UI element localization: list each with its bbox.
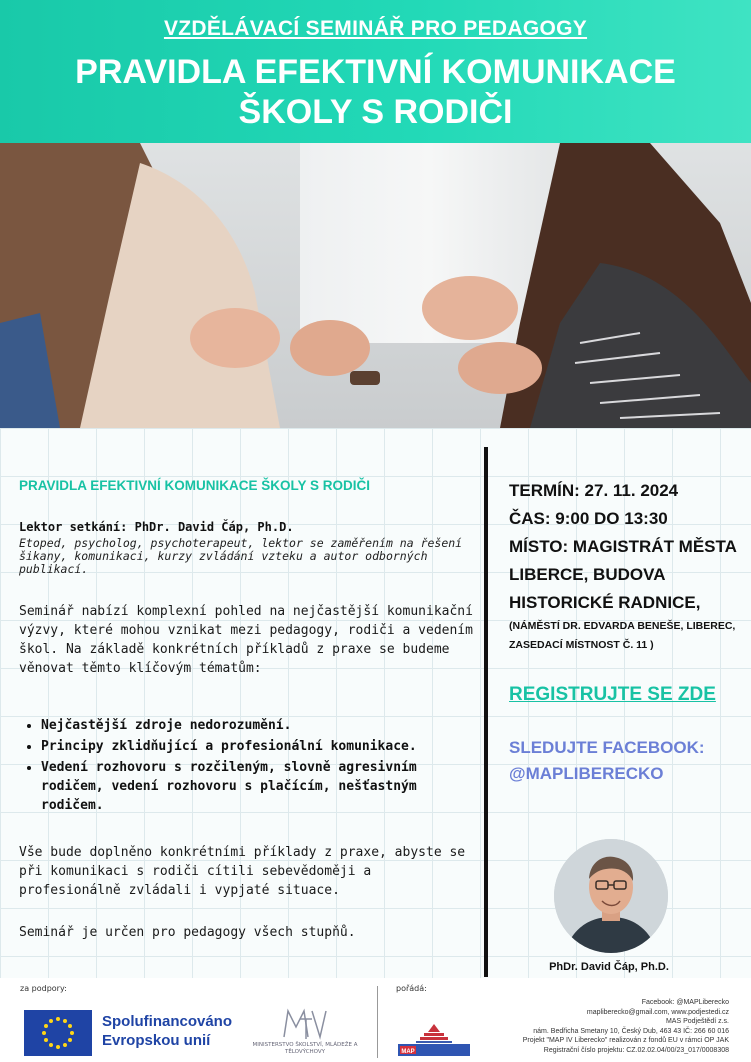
contact-line: nám. Bedřicha Smetany 10, Český Dub, 463 43 IČ: 266 60 016 bbox=[533, 1027, 729, 1035]
section-title: PRAVIDLA EFEKTIVNÍ KOMUNIKACE ŠKOLY S RODIČI bbox=[19, 478, 371, 493]
event-place: MÍSTO: MAGISTRÁT MĚSTA LIBERCE, BUDOVA HISTORICKÉ RADNICE, bbox=[509, 537, 737, 612]
lecturer-portrait bbox=[554, 839, 668, 953]
column-divider bbox=[484, 447, 488, 977]
seminar-subtitle: VZDĚLÁVACÍ SEMINÁŘ PRO PEDAGOGY bbox=[163, 17, 588, 40]
info-column bbox=[509, 477, 739, 787]
event-date: TERMÍN: 27. 11. 2024 bbox=[509, 481, 679, 500]
portrait-caption: PhDr. David Čáp, Ph.D. bbox=[549, 961, 669, 973]
title-line-1: PRAVIDLA EFEKTIVNÍ KOMUNIKACE bbox=[75, 53, 676, 91]
organizer-label: pořádá: bbox=[396, 984, 427, 993]
topic-item: • Vedení rozhovoru s rozčileným, slovně agresivním rodičem, vedení rozhovoru s plačícím, nešťastným rodičem. bbox=[41, 758, 474, 815]
description-column bbox=[19, 478, 474, 942]
seminar-title bbox=[0, 52, 751, 132]
facebook-label: SLEDUJTE FACEBOOK: bbox=[509, 738, 705, 757]
contact-line: MAS Podještědí z.s. bbox=[665, 1018, 729, 1026]
contact-line: mapliberecko@gmail.com, www.podjestedi.cz bbox=[586, 1008, 729, 1016]
eu-flag-icon bbox=[24, 1010, 92, 1056]
contact-line: Projekt "MAP IV Liberecko" realizován z fondů EU v rámci OP JAK bbox=[522, 1037, 729, 1045]
map-logo-text: MAP bbox=[401, 1049, 415, 1055]
closing-paragraph: Vše bude doplněno konkrétními příklady z praxe, abyste se při komunikaci s rodiči cítili sebevědoměji a profesionálně zvládali i vypjaté situace. bbox=[19, 845, 466, 899]
lecturer-label: Lektor setkání: bbox=[19, 520, 128, 534]
hero-photo bbox=[0, 143, 751, 428]
facebook-follow[interactable] bbox=[509, 735, 739, 787]
contact-line: Registrační číslo projektu: CZ.02.02.04/00/23_017/0008308 bbox=[543, 1046, 729, 1054]
footer bbox=[0, 978, 751, 1062]
register-link[interactable]: REGISTRUJTE SE ZDE bbox=[509, 684, 716, 705]
eu-cofunded-text bbox=[102, 1012, 232, 1050]
contact-line: Facebook: @MAPLiberecko bbox=[641, 999, 729, 1006]
topic-item: • Principy zklidňující a profesionální komunikace. bbox=[41, 737, 474, 756]
title-line-2: ŠKOLY S RODIČI bbox=[238, 93, 513, 131]
event-time: ČAS: 9:00 DO 13:30 bbox=[509, 509, 668, 528]
lecturer-line bbox=[19, 520, 474, 534]
eu-line-1: Spolufinancováno bbox=[102, 1013, 233, 1030]
footer-contacts bbox=[469, 998, 729, 1056]
facebook-handle[interactable]: @MAPLIBERECKO bbox=[509, 764, 664, 783]
topics-list bbox=[19, 716, 474, 815]
intro-paragraph: Seminář nabízí komplexní pohled na nejčastější komunikační výzvy, které mohou vznikat mezi pedagogy, rodiči a vedením škol. Na základě konkrétních příkladů z praxe se budeme věnovat těmto klíčovým tématům: bbox=[19, 604, 473, 677]
map-liberecko-logo-icon bbox=[398, 1022, 470, 1058]
audience-paragraph: Seminář je určen pro pedagogy všech stupňů. bbox=[19, 925, 356, 941]
support-label: za podpory: bbox=[20, 984, 67, 993]
event-place-detail: (NÁMĚSTÍ DR. EDVARDA BENEŠE, LIBEREC, ZASEDACÍ MÍSTNOST Č. 11 ) bbox=[509, 620, 736, 651]
lecturer-description: Etoped, psycholog, psychoterapeut, lektor se zaměřením na řešení šikany, komunikaci, kurzy zvládání vzteku a autor odborných publikací. bbox=[19, 536, 463, 576]
eu-line-2: Evropskou unií bbox=[102, 1032, 211, 1049]
topic-item: • Nejčastější zdroje nedorozumění. bbox=[41, 716, 474, 735]
lecturer-name: PhDr. David Čáp, Ph.D. bbox=[134, 520, 294, 534]
header-banner bbox=[0, 0, 751, 143]
footer-divider bbox=[377, 986, 378, 1058]
msmt-text: MINISTERSTVO ŠKOLSTVÍ, MLÁDEŽE A TĚLOVÝCHOVY bbox=[252, 1042, 358, 1055]
